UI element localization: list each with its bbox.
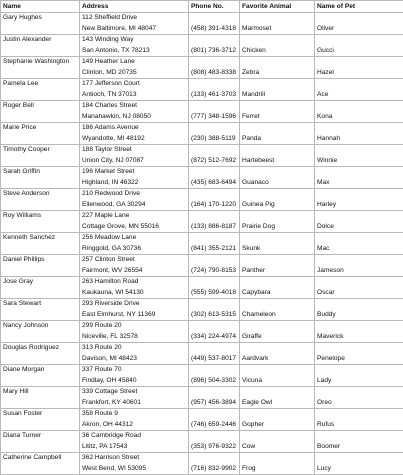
cell-pet-empty[interactable]: [315, 365, 403, 376]
table-row: [1, 123, 403, 134]
cell-city[interactable]: Manahawkin, NJ 08050: [80, 112, 189, 123]
cell-city[interactable]: Niceville, FL 32578: [80, 332, 189, 343]
cell-animal-empty[interactable]: [240, 409, 315, 420]
table-row: [1, 343, 403, 354]
cell-animal[interactable]: Panther: [240, 266, 315, 277]
cell-pet[interactable]: Max: [315, 178, 403, 189]
cell-animal-empty[interactable]: [240, 321, 315, 332]
table-row-continued: [1, 112, 403, 123]
cell-animal-empty[interactable]: [240, 57, 315, 68]
cell-animal-empty[interactable]: [240, 123, 315, 134]
table-row: [1, 365, 403, 376]
cell-name[interactable]: Sarah Griffin: [1, 167, 80, 178]
cell-animal-empty[interactable]: [240, 365, 315, 376]
cell-name[interactable]: Roger Bell: [1, 101, 80, 112]
cell-animal[interactable]: Gopher: [240, 420, 315, 431]
cell-city[interactable]: Ringgold, GA 30736: [80, 244, 189, 255]
cell-pet-empty[interactable]: [315, 277, 403, 288]
cell-city[interactable]: New Baltimore, MI 48047: [80, 24, 189, 35]
cell-animal[interactable]: Frog: [240, 464, 315, 475]
cell-phone-empty[interactable]: [189, 145, 240, 156]
cell-phone[interactable]: (164) 170-1220: [189, 200, 240, 211]
cell-city[interactable]: Fairmont, WV 26554: [80, 266, 189, 277]
table-row-continued: [1, 24, 403, 35]
cell-phone-empty[interactable]: [189, 167, 240, 178]
cell-street[interactable]: 143 Winding Way: [80, 35, 189, 46]
cell-name-empty[interactable]: [1, 46, 80, 57]
cell-name[interactable]: Susan Foster: [1, 409, 80, 420]
cell-animal-empty[interactable]: [240, 101, 315, 112]
cell-animal[interactable]: Capybara: [240, 288, 315, 299]
cell-street[interactable]: 112 Sheffield Drive: [80, 13, 189, 24]
table-row-continued: [1, 354, 403, 365]
header-animal[interactable]: Favorite Animal: [240, 1, 315, 13]
cell-name-empty[interactable]: [1, 398, 80, 409]
cell-name-empty[interactable]: [1, 156, 80, 167]
cell-name-empty[interactable]: [1, 376, 80, 387]
cell-pet-empty[interactable]: [315, 453, 403, 464]
cell-pet-empty[interactable]: [315, 343, 403, 354]
cell-pet-empty[interactable]: [315, 233, 403, 244]
cell-name[interactable]: Daniel Phillips: [1, 255, 80, 266]
cell-street[interactable]: 263 Hamilton Road: [80, 277, 189, 288]
table-row-continued: [1, 156, 403, 167]
cell-pet[interactable]: Oliver: [315, 24, 403, 35]
cell-animal[interactable]: Panda: [240, 134, 315, 145]
table-row-continued: [1, 398, 403, 409]
cell-pet[interactable]: Oreo: [315, 398, 403, 409]
header-pet[interactable]: Name of Pet: [315, 1, 403, 13]
table-row-continued: [1, 90, 403, 101]
table-body: [1, 13, 403, 475]
table-row: [1, 13, 403, 24]
cell-phone[interactable]: (334) 224-4974: [189, 332, 240, 343]
cell-name[interactable]: Catherine Campbell: [1, 453, 80, 464]
cell-city[interactable]: Frankfort, KY 40601: [80, 398, 189, 409]
cell-name-empty[interactable]: [1, 244, 80, 255]
table-row: [1, 35, 403, 46]
cell-pet-empty[interactable]: [315, 13, 403, 24]
cell-street[interactable]: 358 Route 9: [80, 409, 189, 420]
cell-city[interactable]: Findlay, OH 45840: [80, 376, 189, 387]
table-row-continued: [1, 46, 403, 57]
cell-pet[interactable]: Gucci: [315, 46, 403, 57]
cell-pet-empty[interactable]: [315, 101, 403, 112]
cell-phone[interactable]: (896) 504-3302: [189, 376, 240, 387]
table-row-continued: [1, 200, 403, 211]
cell-phone-empty[interactable]: [189, 453, 240, 464]
cell-phone-empty[interactable]: [189, 233, 240, 244]
cell-animal[interactable]: Aardvark: [240, 354, 315, 365]
cell-animal[interactable]: Cow: [240, 442, 315, 453]
cell-pet[interactable]: Ace: [315, 90, 403, 101]
cell-animal-empty[interactable]: [240, 299, 315, 310]
cell-pet[interactable]: Rufus: [315, 420, 403, 431]
table-row: [1, 233, 403, 244]
cell-animal[interactable]: Chameleon: [240, 310, 315, 321]
cell-street[interactable]: 210 Redwood Drive: [80, 189, 189, 200]
cell-animal-empty[interactable]: [240, 387, 315, 398]
cell-pet[interactable]: Lucy: [315, 464, 403, 475]
cell-city[interactable]: Clinton, MD 20735: [80, 68, 189, 79]
cell-phone[interactable]: (841) 355-2121: [189, 244, 240, 255]
table-row: [1, 321, 403, 332]
cell-pet-empty[interactable]: [315, 57, 403, 68]
cell-phone-empty[interactable]: [189, 431, 240, 442]
cell-pet[interactable]: Buddy: [315, 310, 403, 321]
cell-name-empty[interactable]: [1, 266, 80, 277]
cell-pet-empty[interactable]: [315, 123, 403, 134]
table-row: [1, 453, 403, 464]
table-row-continued: [1, 288, 403, 299]
cell-pet-empty[interactable]: [315, 145, 403, 156]
cell-name-empty[interactable]: [1, 332, 80, 343]
table-row: [1, 255, 403, 266]
cell-phone[interactable]: (808) 483-8338: [189, 68, 240, 79]
cell-street[interactable]: 257 Clinton Street: [80, 255, 189, 266]
cell-name-empty[interactable]: [1, 222, 80, 233]
cell-phone[interactable]: (133) 886-8187: [189, 222, 240, 233]
cell-animal-empty[interactable]: [240, 79, 315, 90]
table-row: [1, 299, 403, 310]
cell-animal-empty[interactable]: [240, 13, 315, 24]
cell-phone-empty[interactable]: [189, 189, 240, 200]
cell-name-empty[interactable]: [1, 464, 80, 475]
cell-name[interactable]: Douglas Rodriguez: [1, 343, 80, 354]
table-row-continued: [1, 244, 403, 255]
cell-city[interactable]: Ellenwood, GA 30294: [80, 200, 189, 211]
table-row: [1, 431, 403, 442]
table-row: [1, 189, 403, 200]
cell-pet-empty[interactable]: [315, 299, 403, 310]
cell-phone-empty[interactable]: [189, 277, 240, 288]
cell-name-empty[interactable]: [1, 112, 80, 123]
cell-phone[interactable]: (724) 790-8153: [189, 266, 240, 277]
cell-animal[interactable]: Giraffe: [240, 332, 315, 343]
cell-pet[interactable]: Harley: [315, 200, 403, 211]
cell-pet[interactable]: Winnie: [315, 156, 403, 167]
cell-phone[interactable]: (746) 659-2446: [189, 420, 240, 431]
cell-animal[interactable]: Guanaco: [240, 178, 315, 189]
cell-street[interactable]: 256 Meadow Lane: [80, 233, 189, 244]
cell-name[interactable]: Nancy Johnson: [1, 321, 80, 332]
table-row: [1, 211, 403, 222]
cell-phone-empty[interactable]: [189, 365, 240, 376]
cell-city[interactable]: East Elmhurst, NY 11369: [80, 310, 189, 321]
cell-phone[interactable]: (555) 599-4018: [189, 288, 240, 299]
cell-animal-empty[interactable]: [240, 35, 315, 46]
cell-animal[interactable]: Eagle Owl: [240, 398, 315, 409]
cell-phone-empty[interactable]: [189, 35, 240, 46]
cell-animal[interactable]: Mandrill: [240, 90, 315, 101]
cell-street[interactable]: 227 Maple Lane: [80, 211, 189, 222]
cell-animal[interactable]: Ferret: [240, 112, 315, 123]
cell-name[interactable]: Sara Stewart: [1, 299, 80, 310]
table-row: [1, 145, 403, 156]
cell-pet-empty[interactable]: [315, 387, 403, 398]
cell-animal[interactable]: Skunk: [240, 244, 315, 255]
cell-pet[interactable]: Hannah: [315, 134, 403, 145]
cell-pet-empty[interactable]: [315, 79, 403, 90]
cell-phone[interactable]: (458) 391-4318: [189, 24, 240, 35]
cell-pet[interactable]: Lady: [315, 376, 403, 387]
cell-name[interactable]: Marie Price: [1, 123, 80, 134]
cell-name-empty[interactable]: [1, 68, 80, 79]
cell-phone-empty[interactable]: [189, 13, 240, 24]
cell-city[interactable]: Kaukauna, WI 54130: [80, 288, 189, 299]
cell-phone[interactable]: (133) 461-3703: [189, 90, 240, 101]
cell-animal-empty[interactable]: [240, 167, 315, 178]
cell-name[interactable]: Pamela Lee: [1, 79, 80, 90]
cell-animal-empty[interactable]: [240, 431, 315, 442]
cell-phone-empty[interactable]: [189, 299, 240, 310]
cell-phone[interactable]: (801) 736-3712: [189, 46, 240, 57]
cell-phone-empty[interactable]: [189, 101, 240, 112]
cell-street[interactable]: 188 Taylor Street: [80, 145, 189, 156]
cell-name-empty[interactable]: [1, 90, 80, 101]
cell-animal-empty[interactable]: [240, 211, 315, 222]
cell-street[interactable]: 313 Route 20: [80, 343, 189, 354]
cell-name[interactable]: Kenneth Sanchez: [1, 233, 80, 244]
cell-pet[interactable]: Hazel: [315, 68, 403, 79]
cell-street[interactable]: 339 Cottage Street: [80, 387, 189, 398]
table-row-continued: [1, 266, 403, 277]
cell-animal-empty[interactable]: [240, 277, 315, 288]
cell-animal[interactable]: Guinea Pig: [240, 200, 315, 211]
cell-name[interactable]: Timothy Cooper: [1, 145, 80, 156]
cell-name-empty[interactable]: [1, 200, 80, 211]
cell-city[interactable]: West Bend, WI 53095: [80, 464, 189, 475]
cell-name[interactable]: Jose Gray: [1, 277, 80, 288]
table-row-continued: [1, 464, 403, 475]
cell-street[interactable]: 196 Market Street: [80, 167, 189, 178]
cell-name[interactable]: Justin Alexander: [1, 35, 80, 46]
cell-animal[interactable]: Marmoset: [240, 24, 315, 35]
cell-street[interactable]: 184 Charles Street: [80, 101, 189, 112]
cell-pet[interactable]: Oscar: [315, 288, 403, 299]
cell-name[interactable]: Diana Turner: [1, 431, 80, 442]
cell-city[interactable]: Wyandotte, MI 48192: [80, 134, 189, 145]
table-row-continued: [1, 178, 403, 189]
cell-street[interactable]: 36 Cambridge Road: [80, 431, 189, 442]
cell-animal-empty[interactable]: [240, 343, 315, 354]
cell-animal-empty[interactable]: [240, 255, 315, 266]
table-row: [1, 57, 403, 68]
cell-pet-empty[interactable]: [315, 167, 403, 178]
cell-name-empty[interactable]: [1, 178, 80, 189]
cell-phone-empty[interactable]: [189, 123, 240, 134]
cell-animal[interactable]: Prairie Dog: [240, 222, 315, 233]
cell-street[interactable]: 177 Jefferson Court: [80, 79, 189, 90]
table-row: [1, 409, 403, 420]
cell-name-empty[interactable]: [1, 288, 80, 299]
cell-street[interactable]: 299 Route 20: [80, 321, 189, 332]
cell-name[interactable]: Stephanie Washington: [1, 57, 80, 68]
cell-street[interactable]: 362 Harrison Street: [80, 453, 189, 464]
cell-name-empty[interactable]: [1, 310, 80, 321]
table-row: [1, 79, 403, 90]
header-address[interactable]: Address: [80, 1, 189, 13]
table-row: [1, 387, 403, 398]
cell-pet[interactable]: Boomer: [315, 442, 403, 453]
cell-phone-empty[interactable]: [189, 343, 240, 354]
cell-phone[interactable]: (957) 456-3894: [189, 398, 240, 409]
cell-phone-empty[interactable]: [189, 211, 240, 222]
cell-name[interactable]: Roy Williams: [1, 211, 80, 222]
table-row: [1, 277, 403, 288]
cell-pet[interactable]: Jameson: [315, 266, 403, 277]
cell-phone-empty[interactable]: [189, 321, 240, 332]
table-row-continued: [1, 134, 403, 145]
cell-pet[interactable]: Maverick: [315, 332, 403, 343]
cell-name-empty[interactable]: [1, 354, 80, 365]
table-row-continued: [1, 332, 403, 343]
table-row: [1, 101, 403, 112]
cell-phone-empty[interactable]: [189, 255, 240, 266]
header-name[interactable]: Name: [1, 1, 80, 13]
cell-pet[interactable]: Dolce: [315, 222, 403, 233]
cell-animal-empty[interactable]: [240, 145, 315, 156]
cell-animal-empty[interactable]: [240, 453, 315, 464]
table-row-continued: [1, 420, 403, 431]
cell-street[interactable]: 337 Route 70: [80, 365, 189, 376]
cell-pet-empty[interactable]: [315, 211, 403, 222]
cell-city[interactable]: Davison, MI 48423: [80, 354, 189, 365]
table-row-continued: [1, 442, 403, 453]
cell-city[interactable]: Union City, NJ 07087: [80, 156, 189, 167]
cell-animal[interactable]: Chicken: [240, 46, 315, 57]
cell-phone[interactable]: (302) 613-5315: [189, 310, 240, 321]
cell-phone-empty[interactable]: [189, 409, 240, 420]
cell-pet-empty[interactable]: [315, 321, 403, 332]
cell-animal-empty[interactable]: [240, 189, 315, 200]
cell-phone-empty[interactable]: [189, 387, 240, 398]
cell-name-empty[interactable]: [1, 420, 80, 431]
cell-pet[interactable]: Penelope: [315, 354, 403, 365]
cell-street[interactable]: 186 Adams Avenue: [80, 123, 189, 134]
cell-name[interactable]: Steve Anderson: [1, 189, 80, 200]
cell-city[interactable]: Cottage Grove, MN 55016: [80, 222, 189, 233]
cell-name-empty[interactable]: [1, 442, 80, 453]
cell-name[interactable]: Diane Morgan: [1, 365, 80, 376]
cell-city[interactable]: Antioch, TN 37013: [80, 90, 189, 101]
table-row: [1, 167, 403, 178]
cell-phone-empty[interactable]: [189, 57, 240, 68]
cell-city[interactable]: Lititz, PA 17543: [80, 442, 189, 453]
cell-name[interactable]: Gary Hughes: [1, 13, 80, 24]
cell-name-empty[interactable]: [1, 134, 80, 145]
cell-phone[interactable]: (435) 683-6494: [189, 178, 240, 189]
cell-city[interactable]: San Antonio, TX 78213: [80, 46, 189, 57]
table-row-continued: [1, 222, 403, 233]
table-row-continued: [1, 376, 403, 387]
cell-pet-empty[interactable]: [315, 189, 403, 200]
header-row: [1, 1, 403, 13]
cell-city[interactable]: Akron, OH 44312: [80, 420, 189, 431]
cell-pet[interactable]: Mac: [315, 244, 403, 255]
cell-name-empty[interactable]: [1, 24, 80, 35]
cell-animal[interactable]: Hartebeest: [240, 156, 315, 167]
cell-phone[interactable]: (777) 348-1596: [189, 112, 240, 123]
cell-street[interactable]: 293 Riverside Drive: [80, 299, 189, 310]
cell-phone[interactable]: (230) 388-5119: [189, 134, 240, 145]
cell-pet-empty[interactable]: [315, 409, 403, 420]
cell-city[interactable]: Highland, IN 46322: [80, 178, 189, 189]
cell-phone-empty[interactable]: [189, 79, 240, 90]
cell-phone[interactable]: (716) 832-9902: [189, 464, 240, 475]
cell-phone[interactable]: (449) 537-8017: [189, 354, 240, 365]
cell-name[interactable]: Mary Hill: [1, 387, 80, 398]
cell-pet-empty[interactable]: [315, 431, 403, 442]
cell-animal-empty[interactable]: [240, 233, 315, 244]
header-phone[interactable]: Phone No.: [189, 1, 240, 13]
cell-street[interactable]: 149 Heather Lane: [80, 57, 189, 68]
cell-phone[interactable]: (872) 512-7692: [189, 156, 240, 167]
table-row-continued: [1, 68, 403, 79]
cell-pet-empty[interactable]: [315, 35, 403, 46]
cell-animal[interactable]: Zebra: [240, 68, 315, 79]
cell-animal[interactable]: Vicuna: [240, 376, 315, 387]
cell-pet-empty[interactable]: [315, 255, 403, 266]
cell-pet[interactable]: Kona: [315, 112, 403, 123]
cell-phone[interactable]: (353) 976-9322: [189, 442, 240, 453]
table-row-continued: [1, 310, 403, 321]
